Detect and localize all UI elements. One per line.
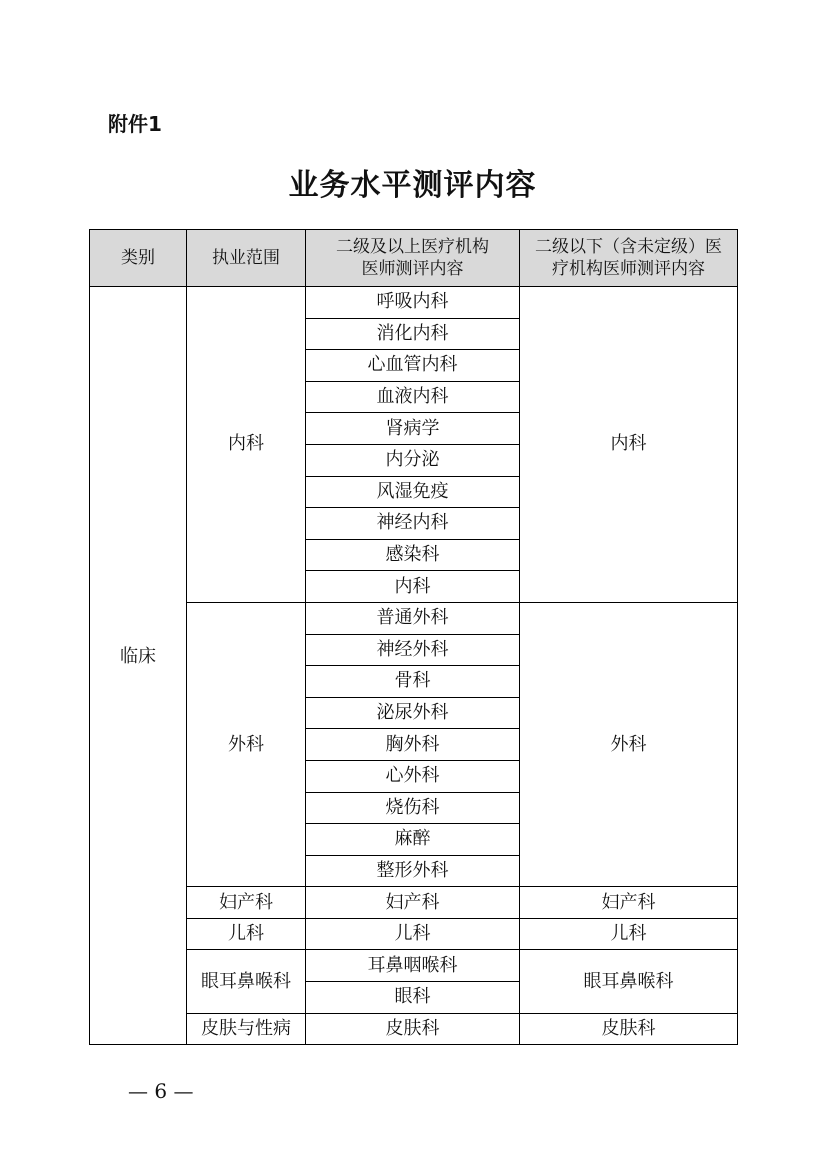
item-cell: 妇产科 bbox=[306, 887, 520, 919]
below-pifu: 皮肤科 bbox=[520, 1013, 738, 1045]
item-cell: 心血管内科 bbox=[306, 350, 520, 382]
table-row bbox=[90, 602, 738, 634]
header-level2 bbox=[306, 230, 520, 287]
table-row bbox=[90, 1013, 738, 1045]
item-cell: 普通外科 bbox=[306, 602, 520, 634]
below-fuchan: 妇产科 bbox=[520, 887, 738, 919]
header-below-line1: 二级以下（含未定级）医 bbox=[535, 237, 722, 257]
item-cell: 胸外科 bbox=[306, 729, 520, 761]
page-number: — 6 — bbox=[128, 1079, 194, 1103]
item-cell: 神经内科 bbox=[306, 508, 520, 540]
item-cell: 肾病学 bbox=[306, 413, 520, 445]
item-cell: 皮肤科 bbox=[306, 1013, 520, 1045]
item-cell: 骨科 bbox=[306, 666, 520, 698]
item-cell: 内分泌 bbox=[306, 444, 520, 476]
attachment-label: 附件1 bbox=[108, 112, 162, 136]
header-below-level2 bbox=[520, 230, 738, 287]
item-cell: 眼科 bbox=[306, 982, 520, 1014]
item-cell: 血液内科 bbox=[306, 381, 520, 413]
item-cell: 风湿免疫 bbox=[306, 476, 520, 508]
scope-waike: 外科 bbox=[187, 602, 306, 886]
header-scope: 执业范围 bbox=[187, 230, 306, 287]
category-cell: 临床 bbox=[90, 287, 187, 1045]
below-neike: 内科 bbox=[520, 287, 738, 603]
header-row bbox=[90, 230, 738, 287]
scope-fuchan: 妇产科 bbox=[187, 887, 306, 919]
item-cell: 内科 bbox=[306, 571, 520, 603]
below-erke: 儿科 bbox=[520, 918, 738, 950]
item-cell: 耳鼻咽喉科 bbox=[306, 950, 520, 982]
item-cell: 麻醉 bbox=[306, 824, 520, 856]
scope-neike: 内科 bbox=[187, 287, 306, 603]
scope-ent: 眼耳鼻喉科 bbox=[187, 950, 306, 1013]
table-row bbox=[90, 287, 738, 319]
table-row bbox=[90, 887, 738, 919]
below-ent: 眼耳鼻喉科 bbox=[520, 950, 738, 1013]
item-cell: 整形外科 bbox=[306, 855, 520, 887]
below-waike: 外科 bbox=[520, 602, 738, 886]
item-cell: 消化内科 bbox=[306, 318, 520, 350]
item-cell: 感染科 bbox=[306, 539, 520, 571]
item-cell: 心外科 bbox=[306, 760, 520, 792]
scope-pifu: 皮肤与性病 bbox=[187, 1013, 306, 1045]
item-cell: 神经外科 bbox=[306, 634, 520, 666]
item-cell: 泌尿外科 bbox=[306, 697, 520, 729]
assessment-table bbox=[89, 229, 738, 1045]
item-cell: 呼吸内科 bbox=[306, 287, 520, 319]
header-level2-line1: 二级及以上医疗机构 bbox=[336, 237, 489, 257]
header-level2-line2: 医师测评内容 bbox=[361, 259, 464, 279]
table-row bbox=[90, 950, 738, 982]
scope-erke: 儿科 bbox=[187, 918, 306, 950]
item-cell: 烧伤科 bbox=[306, 792, 520, 824]
table-row bbox=[90, 918, 738, 950]
header-category: 类别 bbox=[90, 230, 187, 287]
item-cell: 儿科 bbox=[306, 918, 520, 950]
header-below-line2: 疗机构医师测评内容 bbox=[552, 259, 705, 279]
page-title: 业务水平测评内容 bbox=[288, 168, 537, 203]
